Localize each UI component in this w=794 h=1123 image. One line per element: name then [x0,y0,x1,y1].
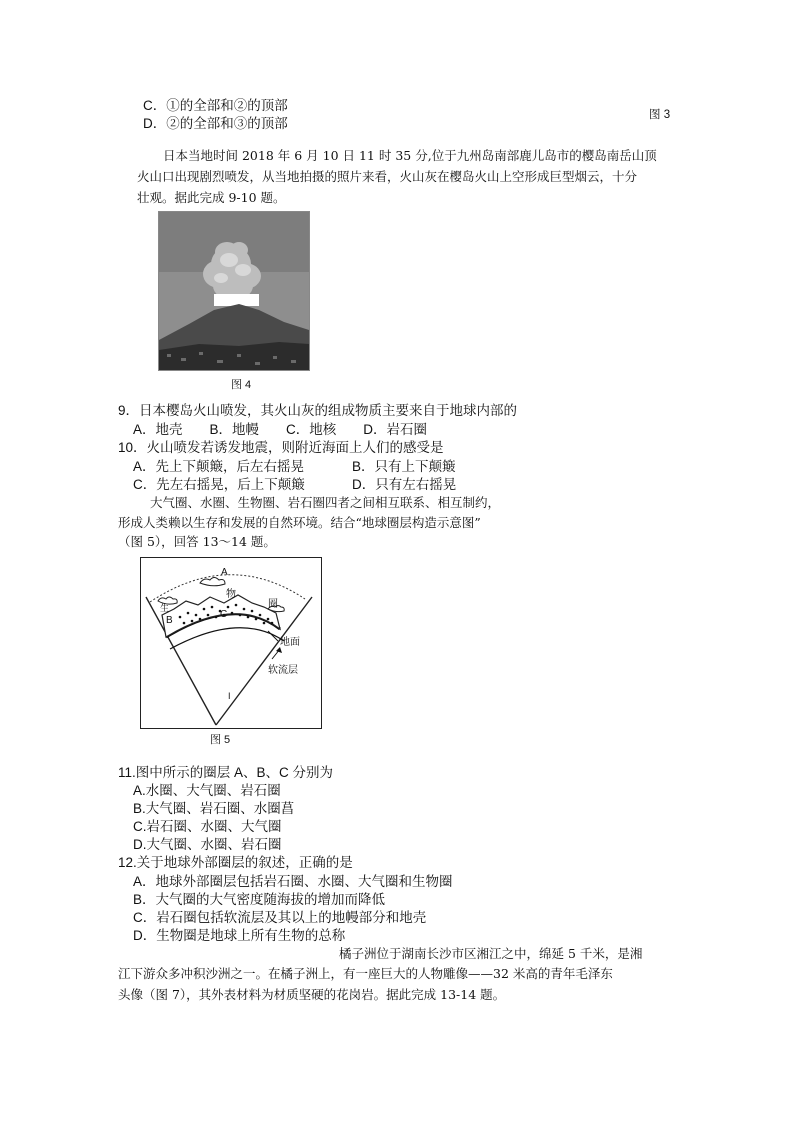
question-12-option-a: A．地球外部圈层包括岩石圈、水圈、大气圈和生物圈 [133,874,453,889]
question-10-option-b: B．只有上下颠簸 [352,459,456,474]
diagram-label-asthenosphere: 软流层 [268,665,298,676]
volcano-intro-line3: 壮观。据此完成 9-10 题。 [137,190,286,205]
question-10-option-d: D．只有左右摇晃 [352,477,457,492]
question-10-stem: 10．火山喷发若诱发地震，则附近海面上人们的感受是 [118,440,444,455]
diagram-label-sheng: 生 [160,603,170,613]
volcano-photo [158,211,310,371]
figure-3-label: 图 3 [649,109,671,121]
diagram-label-i: I [228,691,231,701]
question-12-option-b: B．大气圈的大气密度随海拔的增加而降低 [133,892,386,907]
option-c-prev: C．①的全部和②的顶部 [143,98,288,113]
diagram-label-ground: 地面 [280,637,300,648]
question-12-option-d: D．生物圈是地球上所有生物的总称 [133,928,346,943]
question-12-option-c: C．岩石圈包括软流层及其以上的地幔部分和地壳 [133,910,427,925]
question-11-option-b: B.大气圈、岩石圈、水圈菖 [133,801,295,816]
diagram-label-b: B [166,615,173,626]
question-9-stem: 9．日本樱岛火山喷发，其火山灰的组成物质主要来自于地球内部的 [118,403,518,418]
question-11-option-d: D.大气圈、水圈、岩石圈 [133,837,282,852]
question-11-option-a: A.水圈、大气圈、岩石圈 [133,783,281,798]
figure-5-caption: 图 5 [210,734,231,746]
question-11-option-c: C.岩石圈、水圈、大气圈 [133,819,282,834]
spheres-intro-line2: 形成人类赖以生存和发展的自然环境。结合“地球圈层构造示意图” [118,515,481,530]
volcano-photo-drawing [159,212,309,370]
earth-sphere-diagram [140,557,322,729]
question-9-options: A．地壳 B．地幔 C．地核 D．岩石圈 [133,422,428,437]
question-11-stem: 11.图中所示的圈层 A、B、C 分别为 [118,765,334,780]
spheres-intro-line3: （图 5），回答 13～14 题。 [118,534,276,549]
question-12-stem: 12.关于地球外部圈层的叙述，正确的是 [118,855,353,870]
spheres-intro-line1: 大气圈、水圈、生物圈、岩石圈四者之间相互联系、相互制约， [150,495,501,510]
option-d-prev: D．②的全部和③的顶部 [143,116,288,131]
diagram-label-wu: 物 [226,589,236,600]
diagram-label-c: C [220,609,228,620]
diagram-label-quan: 圈 [268,599,278,610]
question-10-option-c: C．先左右摇晃，后上下颠簸 [133,477,305,492]
question-10-option-a: A．先上下颠簸，后左右摇晃 [133,459,305,474]
island-intro-line2: 江下游众多冲积沙洲之一。在橘子洲上，有一座巨大的人物雕像——32 米高的青年毛泽东 [118,966,613,981]
island-intro-line3: 头像（图 7），其外表材料为材质坚硬的花岗岩。据此完成 13-14 题。 [118,987,506,1002]
volcano-intro-line2: 火山口出现剧烈喷发，从当地拍摄的照片来看，火山灰在樱岛火山上空形成巨型烟云，十分 [137,169,638,184]
island-intro-line1: 橘子洲位于湖南长沙市区湘江之中，绵延 5 千米，是湘 [339,946,643,961]
volcano-intro-line1: 日本当地时间 2018 年 6 月 10 日 11 时 35 分,位于九州岛南部鹿儿岛市的樱岛南岳山顶 [163,148,657,163]
diagram-label-a: A [221,567,228,578]
figure-4-caption: 图 4 [231,379,252,391]
